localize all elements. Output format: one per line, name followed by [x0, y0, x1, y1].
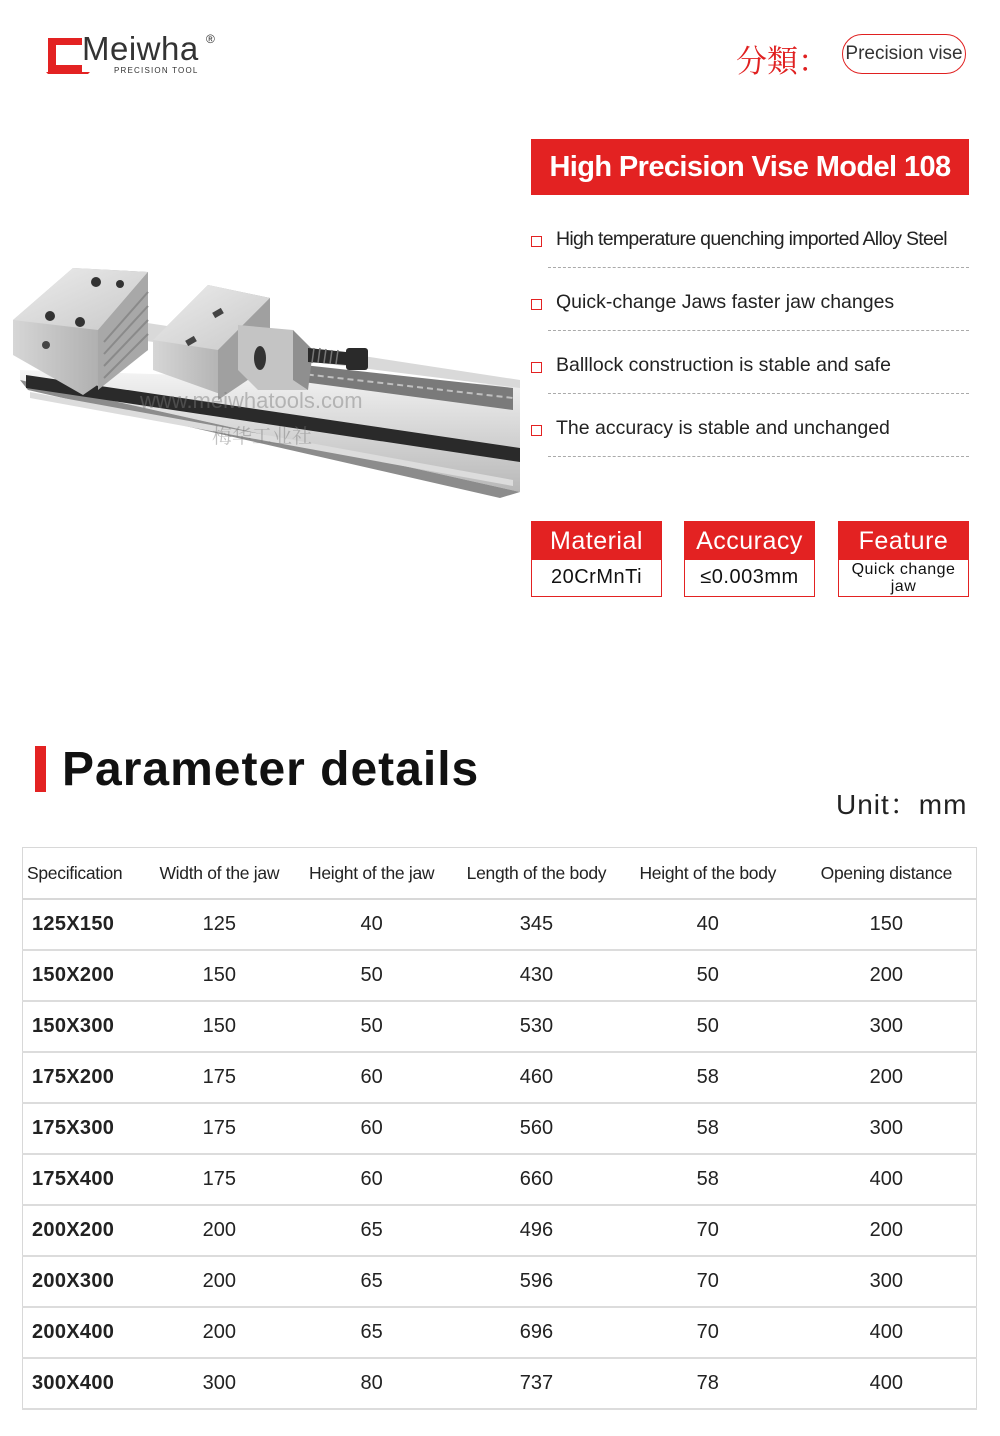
material-card: [531, 521, 662, 597]
checkbox-square-icon: [531, 425, 542, 436]
column-header: Opening distance: [797, 848, 977, 900]
feature-item: [531, 350, 969, 394]
table-cell: 300: [797, 1256, 977, 1307]
table-cell: 430: [454, 950, 619, 1001]
card-label: Material: [532, 522, 661, 560]
table-row: [23, 1307, 977, 1358]
table-cell: 400: [797, 1307, 977, 1358]
table-row: [23, 1001, 977, 1052]
table-cell: 400: [797, 1154, 977, 1205]
divider: [548, 330, 969, 331]
table-cell: 300: [797, 1103, 977, 1154]
table-cell: 345: [454, 899, 619, 950]
table-cell: 300: [797, 1001, 977, 1052]
table-cell: 70: [619, 1256, 797, 1307]
table-cell: 60: [289, 1103, 454, 1154]
product-title: High Precision Vise Model 108: [531, 139, 969, 195]
checkbox-square-icon: [531, 236, 542, 247]
feature-text: High temperature quenching imported Alloy Steel: [556, 228, 947, 250]
table-row: [23, 1052, 977, 1103]
table-cell: 150X200: [23, 950, 150, 1001]
table-cell: 65: [289, 1307, 454, 1358]
table-cell: 50: [289, 950, 454, 1001]
card-label: Feature: [839, 522, 968, 560]
registered-mark: ®: [206, 32, 215, 46]
feature-item: [531, 413, 969, 457]
checkbox-square-icon: [531, 362, 542, 373]
table-cell: 460: [454, 1052, 619, 1103]
table-row: [23, 1256, 977, 1307]
divider: [548, 456, 969, 457]
table-row: [23, 1358, 977, 1409]
table-cell: 200: [797, 1205, 977, 1256]
table-cell: 50: [289, 1001, 454, 1052]
brand-logo: [42, 30, 232, 82]
section-accent-bar: [35, 746, 46, 792]
card-value: Quick change jaw: [851, 561, 956, 595]
table-cell: 200: [149, 1256, 289, 1307]
brand-tagline: PRECISION TOOL: [114, 66, 199, 75]
table-cell: 660: [454, 1154, 619, 1205]
table-cell: 58: [619, 1052, 797, 1103]
table-cell: 58: [619, 1154, 797, 1205]
table-cell: 696: [454, 1307, 619, 1358]
column-header: Height of the body: [619, 848, 797, 900]
unit-label: Unit：mm: [836, 789, 968, 820]
card-value: ≤0.003mm: [700, 566, 799, 588]
table-cell: 200: [149, 1205, 289, 1256]
table-row: [23, 1205, 977, 1256]
divider: [548, 393, 969, 394]
column-header: Specification: [23, 848, 150, 900]
watermark-company: 梅华工业社: [212, 424, 312, 448]
table-cell: 80: [289, 1358, 454, 1409]
section-title: Parameter details: [62, 743, 480, 796]
table-cell: 175X200: [23, 1052, 150, 1103]
table-cell: 60: [289, 1052, 454, 1103]
table-cell: 150: [149, 950, 289, 1001]
feature-text: Quick-change Jaws faster jaw changes: [556, 291, 895, 313]
table-cell: 300X400: [23, 1358, 150, 1409]
watermark-url: www.meiwhatools.com: [140, 388, 363, 413]
table-cell: 300: [149, 1358, 289, 1409]
table-cell: 70: [619, 1205, 797, 1256]
table-cell: 200: [149, 1307, 289, 1358]
table-cell: 496: [454, 1205, 619, 1256]
column-header: Height of the jaw: [289, 848, 454, 900]
table-cell: 58: [619, 1103, 797, 1154]
table-cell: 150: [797, 899, 977, 950]
feature-card: [838, 521, 969, 597]
card-label: Accuracy: [685, 522, 814, 560]
table-cell: 175: [149, 1052, 289, 1103]
table-cell: 60: [289, 1154, 454, 1205]
feature-item: [531, 224, 969, 268]
table-cell: 200X300: [23, 1256, 150, 1307]
table-cell: 175: [149, 1103, 289, 1154]
category-tag[interactable]: Precision vise: [842, 34, 966, 74]
product-image: [8, 230, 528, 510]
table-cell: 737: [454, 1358, 619, 1409]
table-cell: 530: [454, 1001, 619, 1052]
table-cell: 200X200: [23, 1205, 150, 1256]
table-cell: 596: [454, 1256, 619, 1307]
parameter-table: [22, 847, 977, 1410]
table-cell: 65: [289, 1205, 454, 1256]
table-cell: 175: [149, 1154, 289, 1205]
table-cell: 200: [797, 950, 977, 1001]
table-cell: 78: [619, 1358, 797, 1409]
checkbox-square-icon: [531, 299, 542, 310]
table-cell: 560: [454, 1103, 619, 1154]
brand-name: Meiwha: [82, 30, 199, 67]
table-cell: 50: [619, 1001, 797, 1052]
feature-item: [531, 287, 969, 331]
accuracy-card: [684, 521, 815, 597]
table-header-row: [23, 848, 977, 900]
table-cell: 125: [149, 899, 289, 950]
category-label: 分類：: [736, 44, 829, 80]
table-cell: 40: [289, 899, 454, 950]
table-cell: 175X300: [23, 1103, 150, 1154]
table-cell: 150X300: [23, 1001, 150, 1052]
divider: [548, 267, 969, 268]
table-cell: 200: [797, 1052, 977, 1103]
card-value: 20CrMnTi: [550, 566, 643, 588]
table-cell: 175X400: [23, 1154, 150, 1205]
table-cell: 150: [149, 1001, 289, 1052]
column-header: Width of the jaw: [149, 848, 289, 900]
table-cell: 40: [619, 899, 797, 950]
table-row: [23, 1103, 977, 1154]
column-header: Length of the body: [454, 848, 619, 900]
table-cell: 125X150: [23, 899, 150, 950]
table-cell: 70: [619, 1307, 797, 1358]
table-cell: 65: [289, 1256, 454, 1307]
table-row: [23, 950, 977, 1001]
table-cell: 200X400: [23, 1307, 150, 1358]
table-cell: 50: [619, 950, 797, 1001]
feature-text: Balllock construction is stable and safe: [556, 354, 891, 376]
table-row: [23, 899, 977, 950]
feature-text: The accuracy is stable and unchanged: [556, 417, 890, 439]
table-cell: 400: [797, 1358, 977, 1409]
table-row: [23, 1154, 977, 1205]
